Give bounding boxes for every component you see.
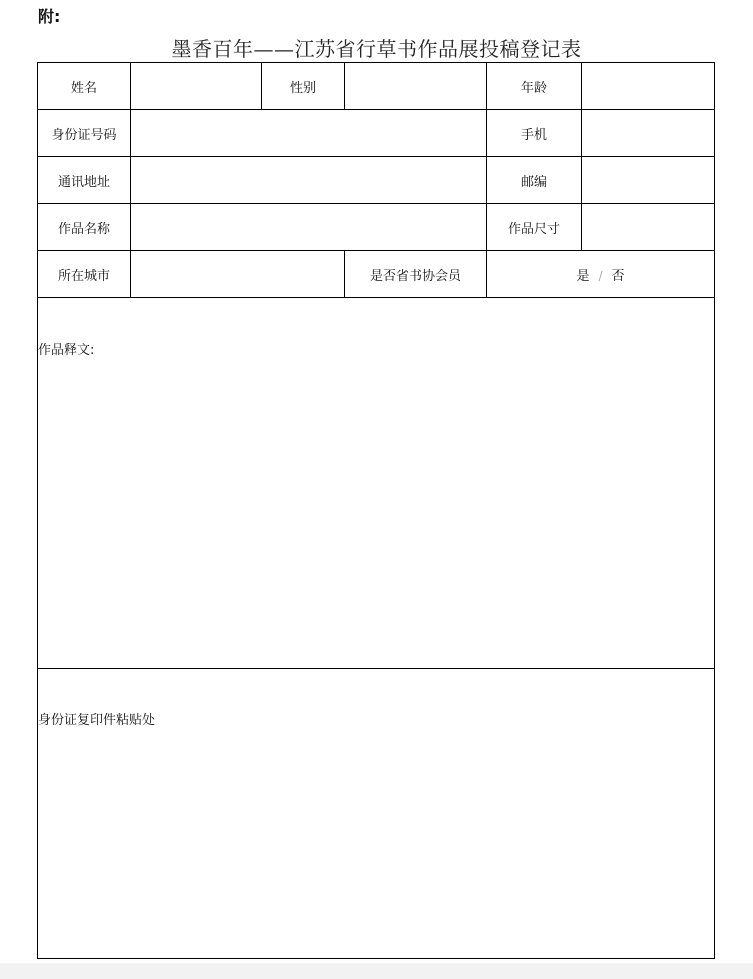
- form-row-id-copy: [38, 669, 715, 959]
- attachment-label: 附:: [38, 7, 61, 26]
- member-yes-option[interactable]: 是: [576, 268, 590, 284]
- postcode-label: 邮编: [487, 157, 582, 204]
- registration-form: [37, 62, 715, 959]
- work-size-label: 作品尺寸: [487, 204, 582, 251]
- work-title-label: 作品名称: [38, 204, 131, 251]
- form-row-id: [38, 110, 715, 157]
- phone-label: 手机: [487, 110, 582, 157]
- gender-field[interactable]: [345, 63, 487, 110]
- member-label: 是否省书协会员: [345, 251, 487, 298]
- work-title-field[interactable]: [131, 204, 487, 251]
- work-notes-label: 作品释文:: [38, 343, 95, 358]
- name-label: 姓名: [38, 63, 131, 110]
- id-copy-label: 身份证复印件粘贴处: [38, 713, 156, 728]
- gender-label: 性别: [262, 63, 345, 110]
- id-number-label: 身份证号码: [38, 110, 131, 157]
- address-field[interactable]: [131, 157, 487, 204]
- work-notes-area[interactable]: [38, 298, 715, 669]
- form-row-work: [38, 204, 715, 251]
- age-field[interactable]: [582, 63, 715, 110]
- work-size-field[interactable]: [582, 204, 715, 251]
- form-row-city: [38, 251, 715, 298]
- page-bottom-band: [0, 963, 753, 979]
- member-no-option[interactable]: 否: [611, 268, 625, 284]
- city-label: 所在城市: [38, 251, 131, 298]
- postcode-field[interactable]: [582, 157, 715, 204]
- form-row-name: [38, 63, 715, 110]
- name-field[interactable]: [131, 63, 262, 110]
- member-separator: /: [598, 268, 603, 283]
- id-copy-area[interactable]: [38, 669, 715, 959]
- form-row-address: [38, 157, 715, 204]
- form-row-work-notes: [38, 298, 715, 669]
- address-label: 通讯地址: [38, 157, 131, 204]
- phone-field[interactable]: [582, 110, 715, 157]
- id-number-field[interactable]: [131, 110, 487, 157]
- form-title: 墨香百年——江苏省行草书作品展投稿登记表: [171, 37, 582, 61]
- age-label: 年龄: [487, 63, 582, 110]
- city-field[interactable]: [131, 251, 345, 298]
- member-choice[interactable]: [487, 251, 715, 298]
